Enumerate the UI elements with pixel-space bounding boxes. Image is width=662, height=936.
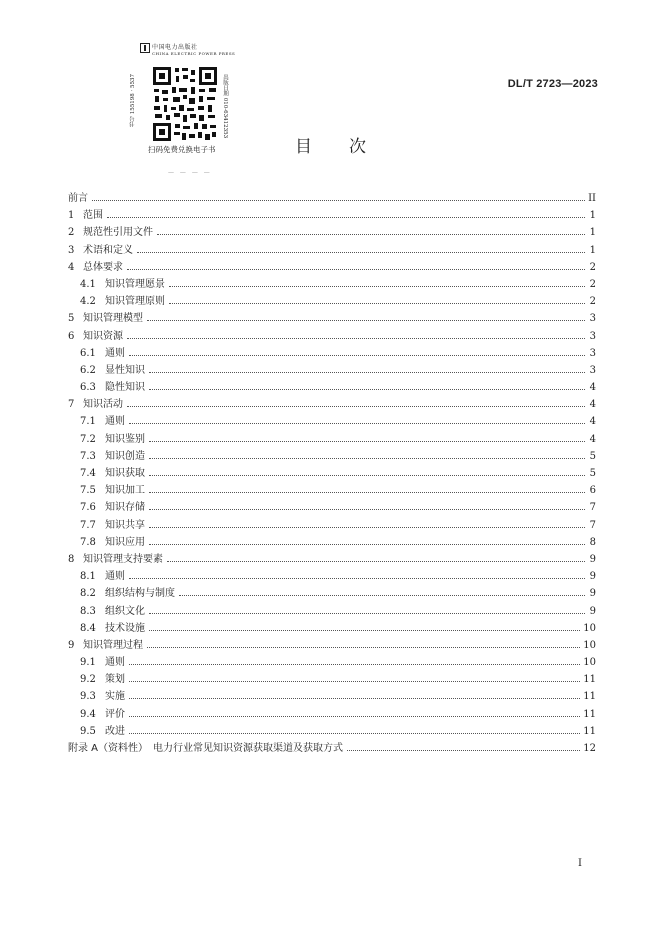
toc-leader-dots [129, 664, 580, 665]
toc-entry-title: 知识管理愿景 [105, 278, 165, 290]
toc-entry-title: 通则 [105, 571, 125, 583]
toc-leader-dots [149, 441, 585, 442]
toc-entry-page: 9 [589, 571, 596, 583]
toc-leader-dots [147, 320, 585, 321]
toc-entry-number: 8 [68, 553, 75, 565]
publisher-logo-icon [140, 43, 150, 53]
toc-entry[interactable] [68, 207, 596, 224]
toc-entry-number: 7.6 [80, 502, 96, 514]
toc-entry-page: 3 [589, 364, 596, 376]
toc-entry[interactable] [68, 637, 596, 654]
toc-entry-title: 知识获取 [105, 468, 145, 479]
toc-entry[interactable] [68, 603, 596, 620]
toc-leader-dots [149, 544, 585, 545]
toc-entry-number: 9.5 [80, 725, 96, 737]
toc-entry-page: 3 [589, 313, 596, 325]
toc-entry-number: 4.2 [80, 296, 96, 308]
toc-entry-title: 知识管理原则 [105, 296, 165, 308]
toc-entry[interactable] [68, 671, 596, 688]
toc-entry-page: 9 [589, 605, 596, 617]
toc-leader-dots [147, 647, 580, 648]
toc-entry-page: 11 [583, 708, 596, 720]
toc-entry[interactable] [68, 190, 596, 207]
toc-entry-title: 知识管理过程 [83, 639, 143, 651]
toc-entry-page: 2 [589, 296, 596, 308]
toc-entry[interactable] [68, 242, 596, 259]
toc-entry-number: 4.1 [80, 278, 96, 290]
toc-entry-page: 9 [589, 588, 596, 600]
toc-entry-page: 3 [589, 330, 596, 342]
toc-leader-dots [169, 303, 585, 304]
toc-entry-title: 改进 [105, 725, 125, 737]
toc-entry-title: 知识应用 [105, 536, 145, 548]
page-number: I [578, 858, 582, 869]
toc-entry-page: 9 [589, 553, 596, 565]
toc-entry-title: 知识鉴别 [105, 433, 145, 445]
toc-entry-title: 知识活动 [83, 399, 123, 411]
toc-entry[interactable] [68, 620, 596, 637]
toc-entry-title: 知识管理支持要素 [83, 553, 163, 565]
toc-leader-dots [347, 750, 580, 751]
toc-entry-page: 11 [583, 725, 596, 737]
toc-leader-dots [149, 630, 580, 631]
toc-entry-number: 6 [68, 330, 75, 342]
toc-entry-page: 11 [583, 674, 596, 686]
toc-entry-number: 7.7 [80, 519, 96, 531]
toc-leader-dots [127, 269, 585, 270]
toc-entry-number: 6.1 [80, 347, 96, 359]
toc-entry[interactable] [68, 276, 596, 293]
toc-entry[interactable] [68, 379, 596, 396]
toc-entry-page: 5 [589, 450, 596, 462]
toc-entry-page: 12 [583, 743, 596, 754]
toc-leader-dots [149, 458, 585, 459]
toc-entry-number: 8.4 [80, 622, 96, 634]
toc-leader-dots [127, 406, 585, 407]
toc-entry-page: 11 [583, 691, 596, 703]
toc-entry[interactable] [68, 534, 596, 551]
toc-entry-page: II [588, 193, 596, 204]
toc-leader-dots [149, 475, 585, 476]
toc-entry[interactable] [68, 723, 596, 740]
toc-entry-page: 1 [589, 244, 596, 256]
toc-leader-dots [129, 698, 580, 699]
toc-entry[interactable] [68, 568, 596, 585]
toc-entry-title: 策划 [105, 674, 125, 686]
toc-entry-title: 隐性知识 [105, 382, 145, 394]
toc-entry[interactable] [68, 499, 596, 516]
toc-entry[interactable] [68, 688, 596, 705]
toc-entry-page: 6 [589, 485, 596, 497]
toc-entry-number: 7 [68, 399, 75, 411]
toc-entry[interactable] [68, 448, 596, 465]
toc-entry-number: 7.3 [80, 450, 96, 462]
toc-entry-number: 7.1 [80, 416, 96, 428]
toc-leader-dots [149, 492, 585, 493]
toc-entry[interactable] [68, 585, 596, 602]
qr-caption: 扫码免费兑换电子书 [148, 145, 216, 154]
toc-entry[interactable] [68, 431, 596, 448]
toc-entry-page: 1 [589, 227, 596, 239]
toc-entry-page: 4 [589, 416, 596, 428]
toc-leader-dots [149, 509, 585, 510]
toc-entry-title: 规范性引用文件 [83, 227, 153, 239]
toc-entry-title: 附录 A（资料性） 电力行业常见知识资源获取渠道及获取方式 [68, 743, 344, 754]
toc-leader-dots [149, 613, 585, 614]
toc-entry-page: 3 [589, 347, 596, 359]
page-title [0, 132, 662, 157]
toc-entry-number: 7.4 [80, 468, 96, 479]
standard-number: DL/T 2723—2023 [507, 78, 598, 90]
toc-leader-dots [149, 527, 585, 528]
toc-entry-page: 10 [583, 622, 596, 634]
toc-entry-number: 8.3 [80, 605, 96, 617]
toc-entry-number: 7.2 [80, 433, 96, 445]
toc-entry-page: 10 [583, 639, 596, 651]
toc-leader-dots [107, 217, 585, 218]
toc-entry-number: 4 [68, 261, 75, 273]
toc-entry-number: 6.3 [80, 382, 96, 394]
toc-entry-number: 6.2 [80, 364, 96, 376]
toc-entry-title: 通则 [105, 657, 125, 669]
toc-leader-dots [149, 372, 585, 373]
toc-entry-title: 知识共享 [105, 519, 145, 531]
page-title-part-2: 次 [349, 137, 367, 157]
toc-entry-title: 术语和定义 [83, 244, 133, 256]
toc-entry-title: 组织结构与制度 [105, 588, 175, 600]
toc-entry-page: 2 [589, 261, 596, 273]
toc-entry-number: 8.1 [80, 571, 96, 583]
toc-leader-dots [129, 681, 580, 682]
qr-side-text-right: 出版日期 010-63412353 [222, 74, 228, 139]
toc-entry-number: 9.4 [80, 708, 96, 720]
toc-leader-dots [169, 286, 585, 287]
toc-entry[interactable] [68, 654, 596, 671]
publisher-name [152, 44, 235, 56]
toc-leader-dots [129, 716, 580, 717]
toc-entry-number: 3 [68, 244, 75, 256]
page-title-part-1: 目 [295, 137, 313, 157]
table-of-contents [68, 190, 596, 757]
toc-leader-dots [179, 595, 585, 596]
toc-entry-number: 2 [68, 227, 75, 239]
toc-entry-title: 组织文化 [105, 605, 145, 617]
toc-entry[interactable] [68, 413, 596, 430]
qr-side-text-left: 书号 155198 · 5537 [130, 74, 136, 127]
toc-leader-dots [92, 200, 585, 201]
toc-entry-title: 评价 [105, 708, 125, 720]
toc-entry[interactable] [68, 259, 596, 276]
toc-entry-title: 知识加工 [105, 485, 145, 497]
toc-entry[interactable] [68, 362, 596, 379]
toc-entry[interactable] [68, 551, 596, 568]
toc-leader-dots [127, 338, 585, 339]
toc-entry-page: 2 [589, 278, 596, 290]
toc-entry[interactable] [68, 224, 596, 241]
toc-entry-title: 知识存储 [105, 502, 145, 514]
toc-entry-title: 知识管理模型 [83, 313, 143, 325]
toc-entry-page: 1 [589, 210, 596, 222]
toc-entry-title: 范围 [83, 210, 103, 222]
faint-mark: — — — — [168, 169, 212, 176]
toc-entry[interactable] [68, 465, 596, 482]
toc-entry-number: 9 [68, 639, 75, 651]
toc-leader-dots [129, 355, 585, 356]
toc-entry[interactable] [68, 517, 596, 534]
toc-entry-page: 8 [589, 536, 596, 548]
toc-entry-page: 4 [589, 382, 596, 394]
toc-entry-title: 知识创造 [105, 450, 145, 462]
toc-entry-page: 7 [589, 502, 596, 514]
publisher-name-en: CHINA ELECTRIC POWER PRESS [152, 51, 236, 56]
toc-entry[interactable] [68, 310, 596, 327]
toc-leader-dots [149, 389, 585, 390]
toc-entry-number: 5 [68, 313, 75, 325]
publisher-name-cn: 中国电力出版社 [152, 44, 198, 51]
toc-entry-number: 1 [68, 210, 75, 222]
toc-entry-title: 知识资源 [83, 330, 123, 342]
toc-entry-title: 显性知识 [105, 364, 145, 376]
toc-leader-dots [129, 733, 580, 734]
toc-entry[interactable] [68, 293, 596, 310]
toc-entry[interactable] [68, 396, 596, 413]
toc-entry-title: 前言 [68, 193, 88, 204]
toc-entry-number: 7.8 [80, 536, 96, 548]
toc-entry[interactable] [68, 328, 596, 345]
toc-entry-title: 实施 [105, 691, 125, 703]
toc-leader-dots [129, 578, 585, 579]
toc-entry[interactable] [68, 482, 596, 499]
toc-entry-title: 总体要求 [83, 261, 123, 273]
toc-entry-title: 通则 [105, 347, 125, 359]
toc-entry-number: 9.3 [80, 691, 96, 703]
toc-entry[interactable] [68, 345, 596, 362]
toc-entry-number: 9.1 [80, 657, 96, 669]
toc-entry-page: 5 [589, 468, 596, 479]
toc-entry-page: 7 [589, 519, 596, 531]
toc-entry[interactable] [68, 740, 596, 757]
toc-entry-number: 9.2 [80, 674, 96, 686]
toc-leader-dots [157, 234, 585, 235]
toc-entry-title: 通则 [105, 416, 125, 428]
qr-code-icon[interactable] [152, 66, 218, 142]
toc-leader-dots [129, 423, 585, 424]
toc-entry-page: 4 [589, 433, 596, 445]
toc-entry-number: 7.5 [80, 485, 96, 497]
toc-leader-dots [167, 561, 585, 562]
toc-entry[interactable] [68, 706, 596, 723]
toc-entry-title: 技术设施 [105, 622, 145, 634]
toc-entry-number: 8.2 [80, 588, 96, 600]
toc-entry-page: 4 [589, 399, 596, 411]
toc-leader-dots [137, 252, 585, 253]
toc-entry-page: 10 [583, 657, 596, 669]
